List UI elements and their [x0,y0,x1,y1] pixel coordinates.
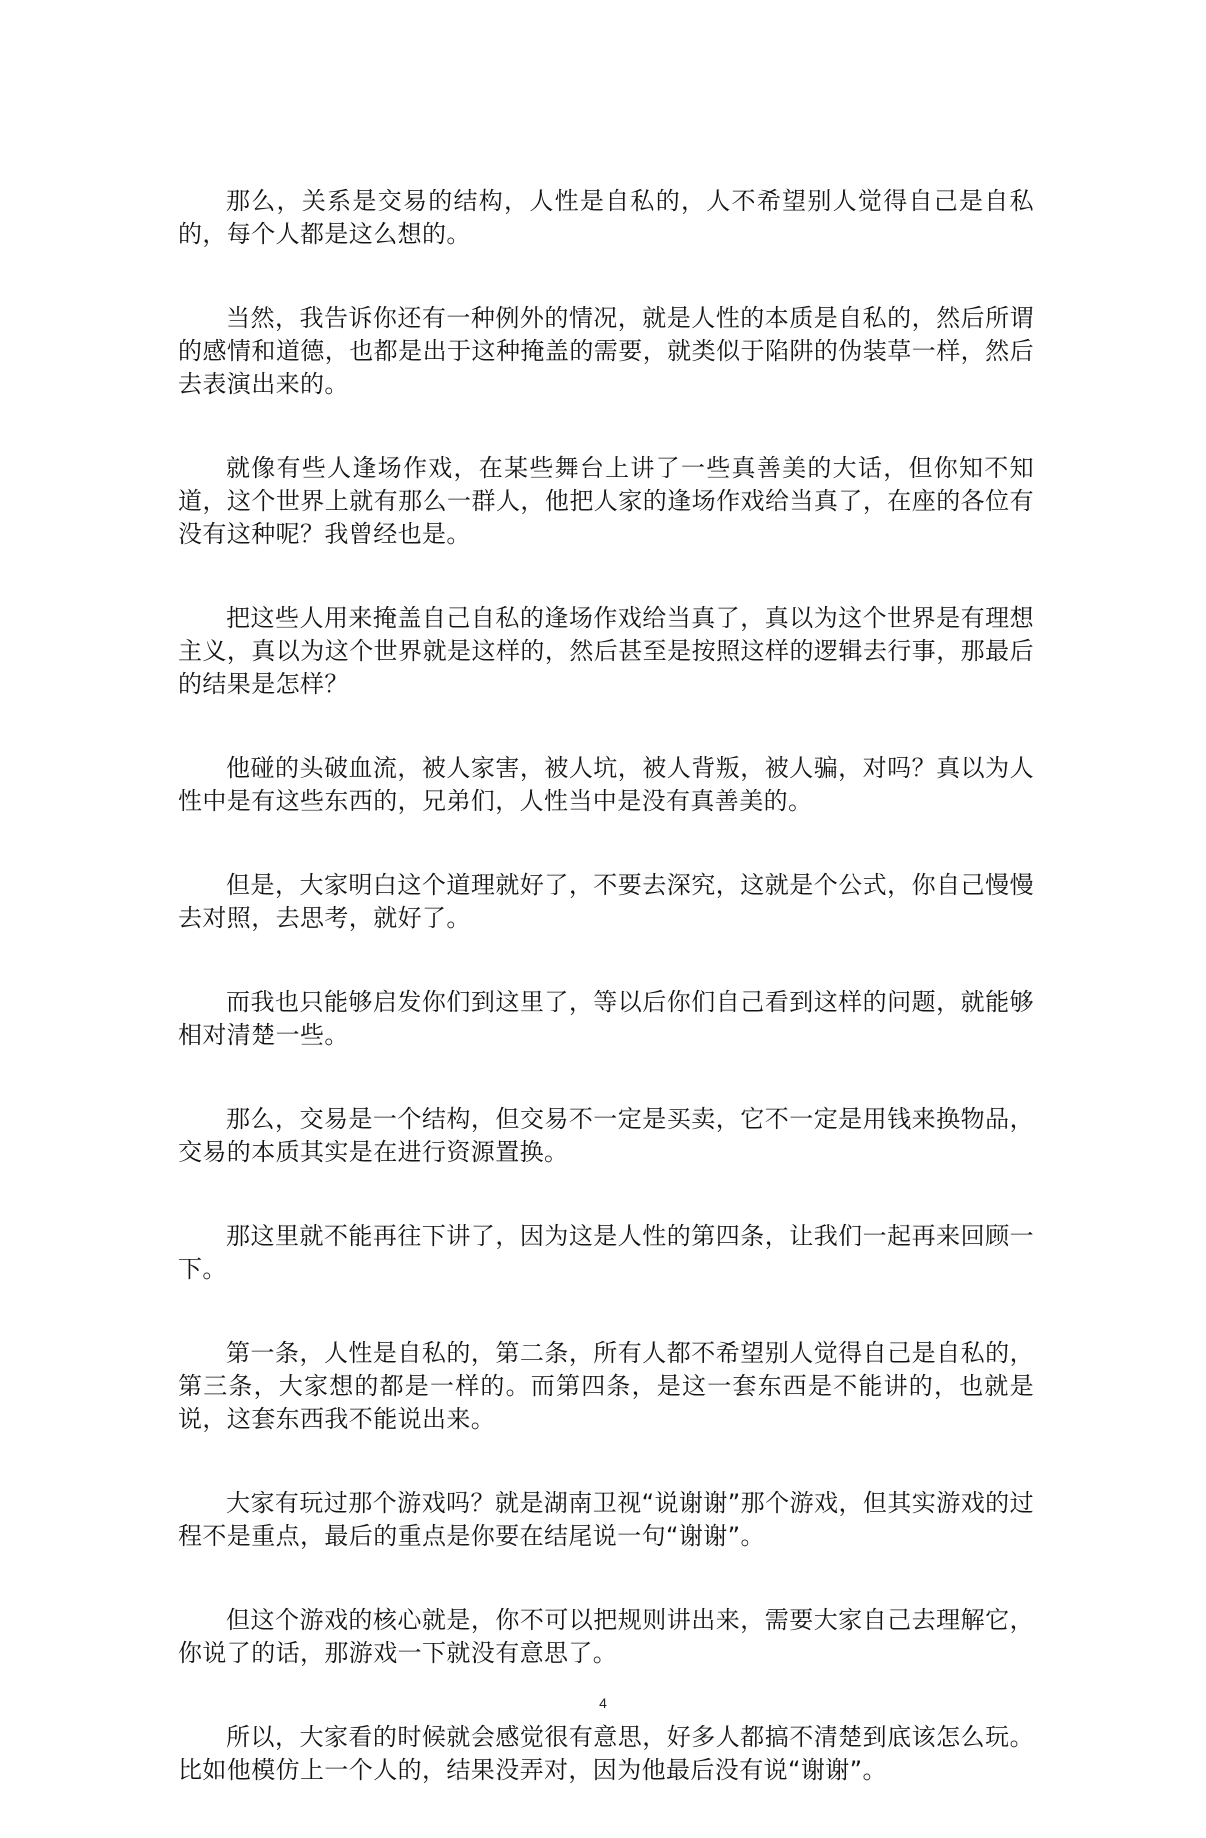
paragraph: 而我也只能够启发你们到这里了，等以后你们自己看到这样的问题，就能够相对清楚一些。 [178,988,1034,1049]
paragraph: 第一条，人性是自私的，第二条，所有人都不希望别人觉得自己是自私的，第三条，大家想的都是一样的。而第四条，是这一套东西是不能讲的，也就是说，这套东西我不能说出来。 [178,1339,1034,1433]
paragraph: 当然，我告诉你还有一种例外的情况，就是人性的本质是自私的，然后所谓的感情和道德，也都是出于这种掩盖的需要，就类似于陷阱的伪装草一样，然后去表演出来的。 [178,304,1034,398]
paragraph: 那么，关系是交易的结构，人性是自私的，人不希望别人觉得自己是自私的，每个人都是这么想的。 [178,187,1034,248]
paragraph: 大家有玩过那个游戏吗？就是湖南卫视“说谢谢”那个游戏，但其实游戏的过程不是重点，最后的重点是你要在结尾说一句“谢谢”。 [178,1489,1034,1550]
paragraph: 那么，交易是一个结构，但交易不一定是买卖，它不一定是用钱来换物品，交易的本质其实是在进行资源置换。 [178,1105,1034,1166]
paragraph: 把这些人用来掩盖自己自私的逢场作戏给当真了，真以为这个世界是有理想主义，真以为这个世界就是这样的，然后甚至是按照这样的逻辑去行事，那最后的结果是怎样？ [178,604,1034,698]
document-body [178,185,1034,1838]
paragraph: 但这个游戏的核心就是，你不可以把规则讲出来，需要大家自己去理解它，你说了的话，那游戏一下就没有意思了。 [178,1606,1034,1667]
paragraph: 所以，大家看的时候就会感觉很有意思，好多人都搞不清楚到底该怎么玩。比如他模仿上一个人的，结果没弄对，因为他最后没有说“谢谢”。 [178,1723,1034,1784]
page-number: 4 [599,1695,607,1711]
paragraph: 就像有些人逢场作戏，在某些舞台上讲了一些真善美的大话，但你知不知道，这个世界上就有那么一群人，他把人家的逢场作戏给当真了，在座的各位有没有这种呢？我曾经也是。 [178,454,1034,548]
paragraph: 那这里就不能再往下讲了，因为这是人性的第四条，让我们一起再来回顾一下。 [178,1222,1034,1283]
paragraph: 他碰的头破血流，被人家害，被人坑，被人背叛，被人骗，对吗？真以为人性中是有这些东西的，兄弟们，人性当中是没有真善美的。 [178,754,1034,815]
paragraph: 但是，大家明白这个道理就好了，不要去深究，这就是个公式，你自己慢慢去对照，去思考，就好了。 [178,871,1034,932]
